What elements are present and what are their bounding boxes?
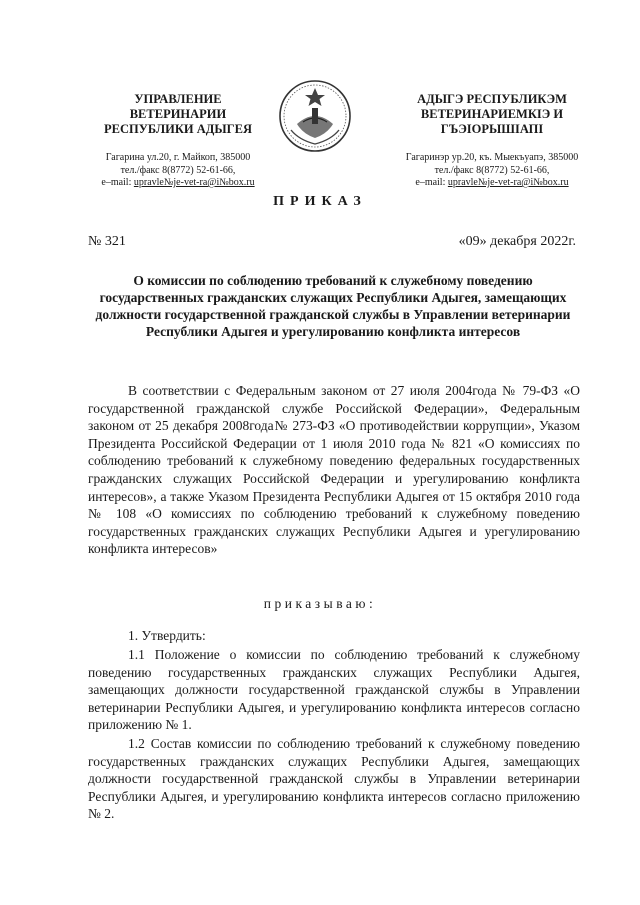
- order-subject: О комиссии по соблюдению требований к служебному поведению государственных гражданских служащих Республики Адыгея, замещающих должности государственной гражданской службы в Управлении ветеринарии Республики Адыгея и урегулированию конфликта интересов: [95, 273, 571, 339]
- issuer-line: УПРАВЛЕНИЕ: [134, 92, 222, 106]
- issuer-line: ГЪЭIОРЫШIАПI: [440, 122, 544, 136]
- item-1-2: 1.2 Состав комиссии по соблюдению требований к служебному поведению государственных гражданских служащих Республики Адыгея, замещающих должности государственной гражданской службы в Управлении ветеринарии Республики Адыгея, и урегулированию конфликта интересов согласно приложению № 2.: [88, 736, 580, 822]
- address-line: Гагаринэр ур.20, къ. Мыекъуапэ, 385000: [405, 152, 579, 163]
- item-1: 1. Утвердить:: [128, 628, 206, 643]
- address-line: Гагарина ул.20, г. Майкоп, 385000: [105, 152, 251, 163]
- email-prefix: e–mail:: [101, 177, 134, 188]
- issuer-line: ВЕТЕРИНАРИЕМКIЭ И: [420, 107, 564, 121]
- issuer-name-adyghe: [382, 92, 602, 137]
- preamble-paragraph: В соответствии с Федеральным законом от 27 июля 2004года № 79-ФЗ «О государственной гражданской службе Российской Федерации», Федеральным законом от 25 декабря 2008года№ 273-ФЗ «О противодействии коррупции», Указом Президента Российской Федерации от 1 июля 2010 года № 821 «О комиссиях по соблюдению требований к служебному поведению федеральных государственных гражданских служащих Российской Федерации и урегулированию конфликта интересов», а также Указом Президента Республики Адыгея от 15 октября 2010 года № 108 «О комиссиях по соблюдению требований к служебному поведению государственных гражданских служащих Республики Адыгея и урегулированию конфликта интересов»: [88, 383, 580, 557]
- email-link[interactable]: upravle№je-vet-ra@i№box.ru: [133, 177, 255, 188]
- item-1-1: 1.1 Положение о комиссии по соблюдению требований к служебному поведению государственных гражданских служащих Республики Адыгея, замещающих должности государственной гражданской службы в Управлении ветеринарии Республики Адыгея, и урегулированию конфликта интересов согласно приложению № 1.: [88, 647, 580, 733]
- email-prefix: e–mail:: [415, 177, 448, 188]
- republic-of-adygea-emblem-icon: [277, 78, 353, 154]
- email-line: [78, 177, 278, 190]
- issuer-line: АДЫГЭ РЕСПУБЛИКЭМ: [417, 92, 567, 106]
- issuer-name-russian: [78, 92, 278, 137]
- issuer-line: ВЕТЕРИНАРИИ: [129, 107, 227, 121]
- order-number: № 321: [88, 234, 126, 249]
- email-line: [382, 177, 602, 190]
- document-title: ПРИКАЗ: [273, 194, 367, 209]
- order-date: «09» декабря 2022г.: [458, 234, 576, 249]
- contact-block-adyghe: [382, 152, 602, 190]
- email-link[interactable]: upravle№je-vet-ra@i№box.ru: [447, 177, 569, 188]
- phone-line: тел./факс 8(8772) 52-61-66,: [434, 164, 550, 176]
- issuer-line: РЕСПУБЛИКИ АДЫГЕЯ: [103, 122, 253, 136]
- order-word: приказываю:: [263, 596, 377, 611]
- phone-line: тел./факс 8(8772) 52-61-66,: [120, 164, 236, 176]
- contact-block-russian: [78, 152, 278, 190]
